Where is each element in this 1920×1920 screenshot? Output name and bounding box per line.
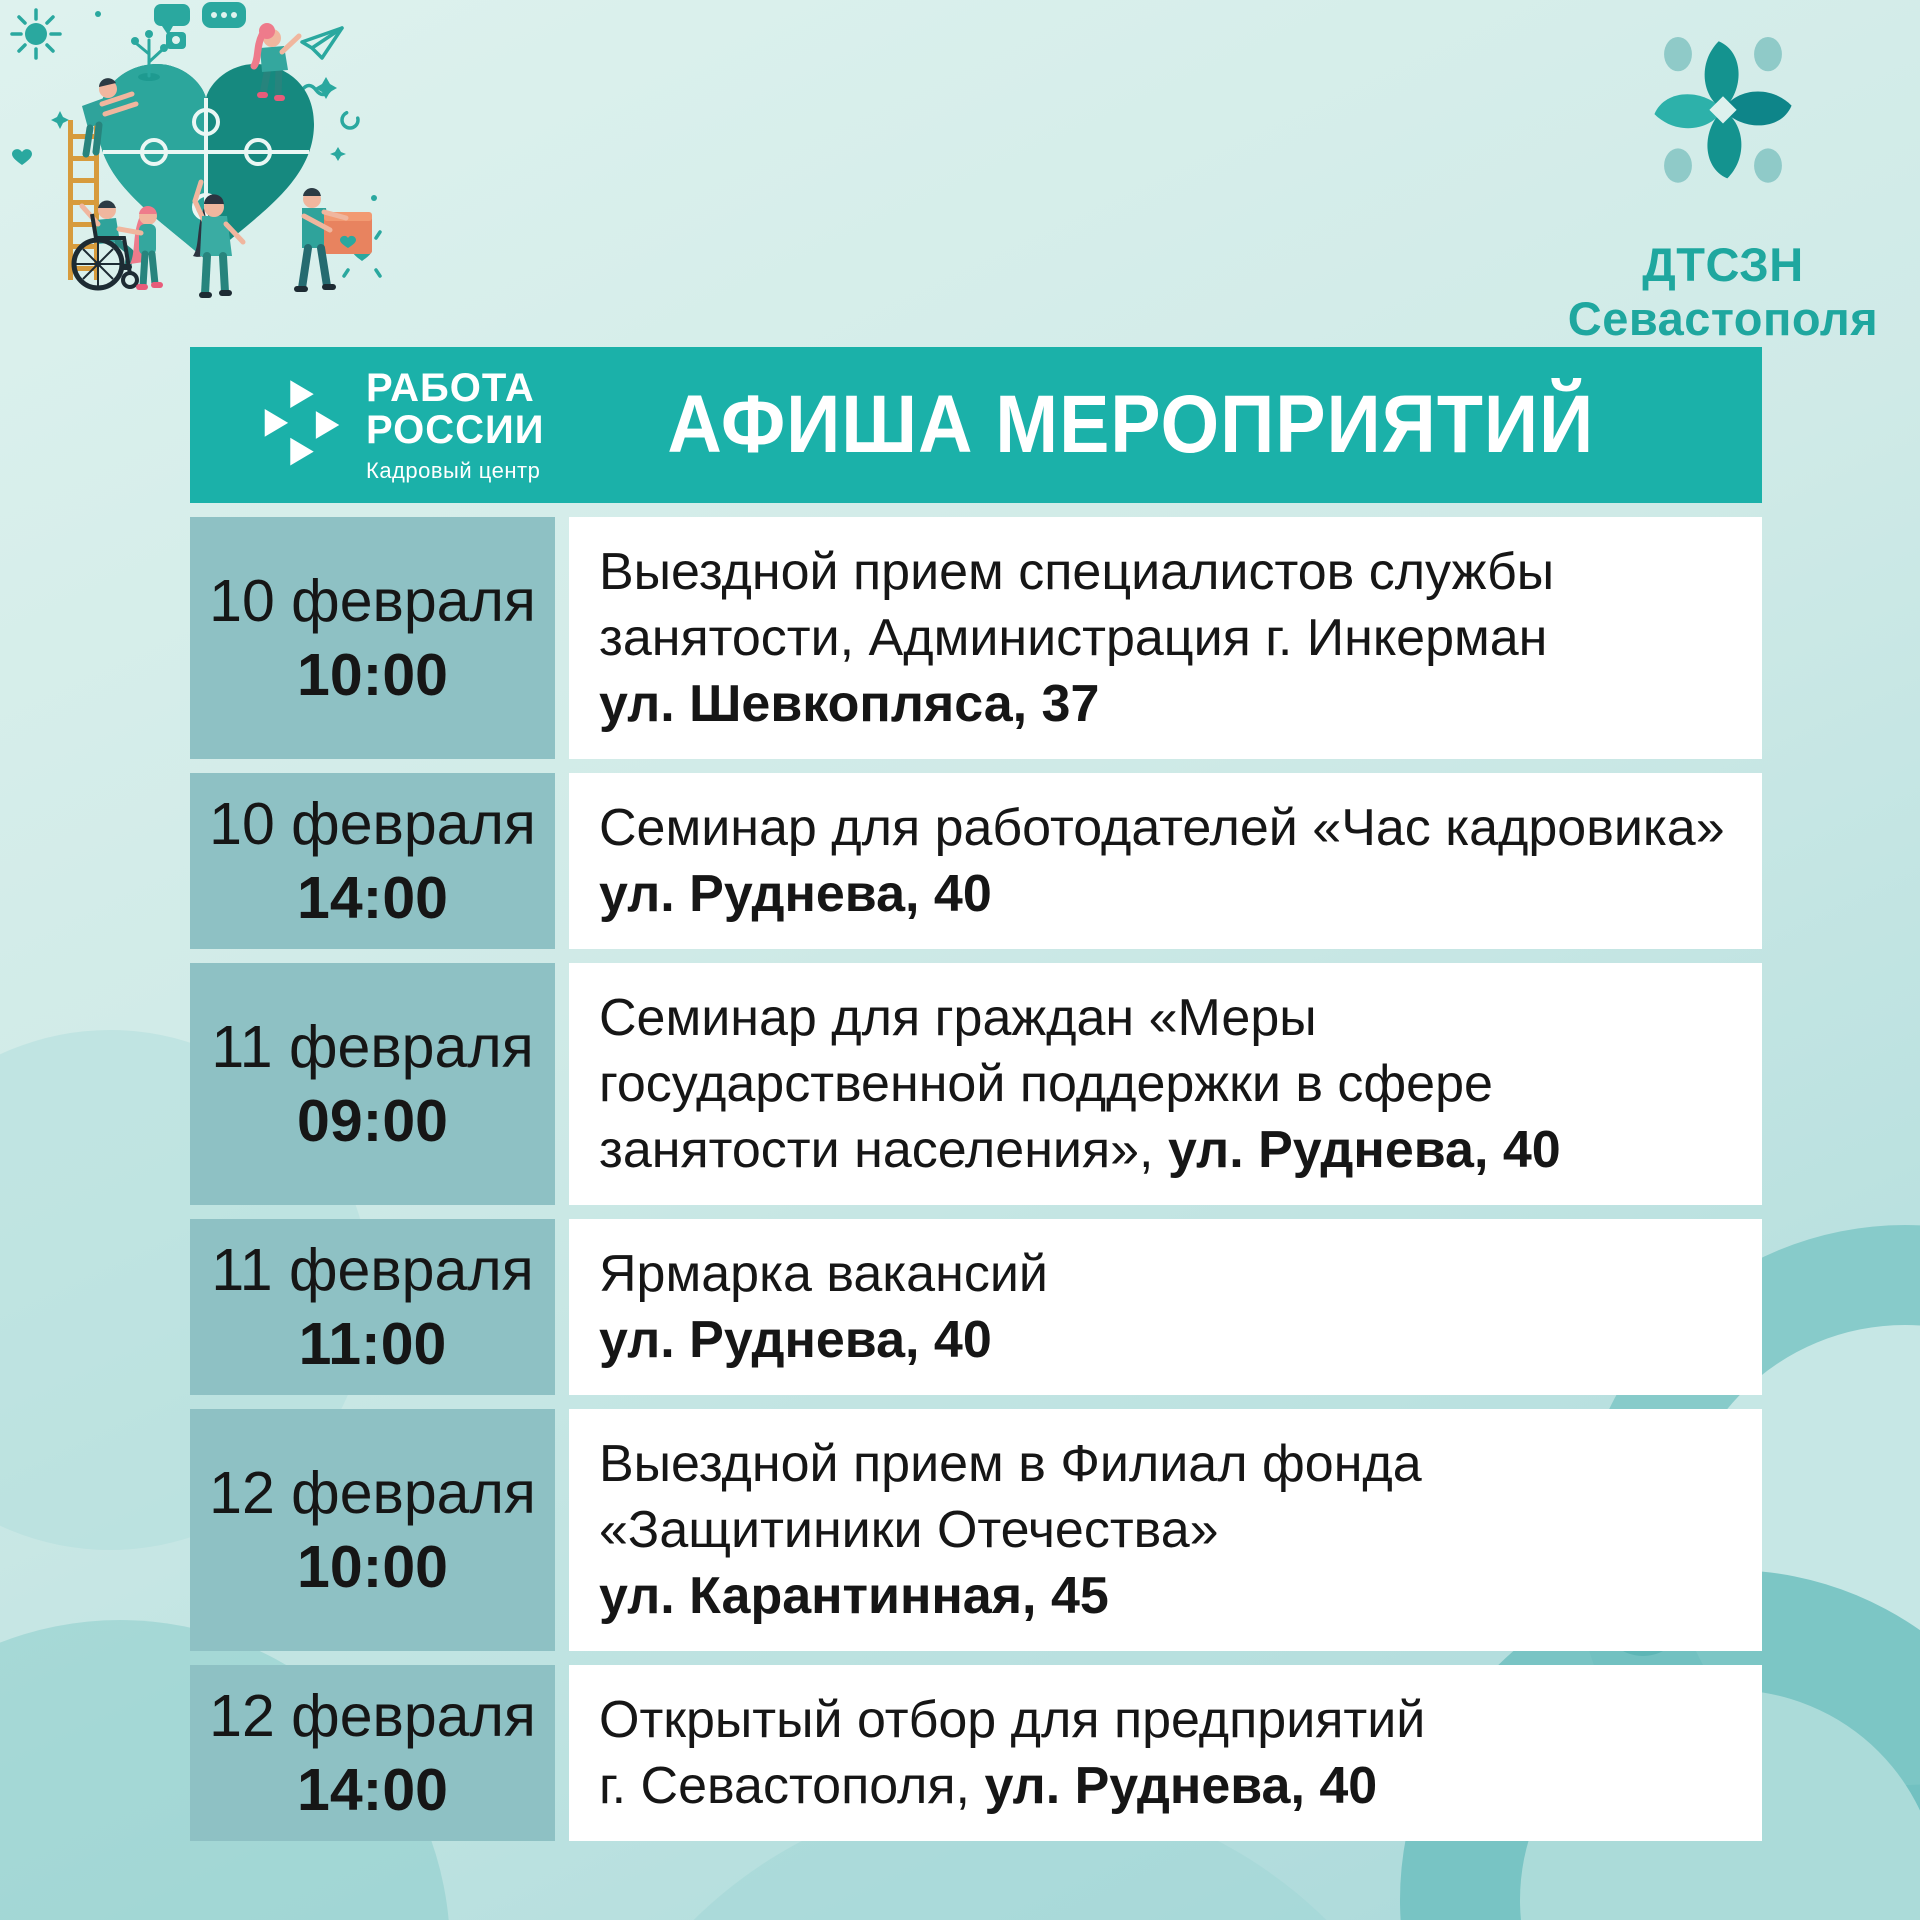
event-date: 11 февраля	[211, 1014, 534, 1080]
events	[190, 517, 1762, 1841]
event-text: Выездной прием специалистов службы	[599, 543, 1555, 601]
event-line	[599, 1687, 1742, 1753]
event-row	[190, 1409, 1762, 1651]
title-bar	[190, 347, 1762, 503]
event-row	[190, 517, 1762, 759]
event-address: ул. Карантинная, 45	[599, 1567, 1109, 1625]
event-text: Выездной прием в Филиал фонда	[599, 1435, 1422, 1493]
org-logo	[1538, 26, 1908, 346]
event-text: Ярмарка вакансий	[599, 1245, 1048, 1303]
event-date: 12 февраля	[209, 1683, 536, 1749]
event-address: ул. Шевкопляса, 37	[599, 675, 1100, 733]
event-time: 11:00	[298, 1311, 447, 1377]
event-text: г. Севастополя,	[599, 1757, 985, 1815]
event-address: ул. Руднева, 40	[599, 865, 992, 923]
event-row	[190, 1219, 1762, 1395]
event-date: 12 февраля	[209, 1460, 536, 1526]
event-date: 11 февраля	[211, 1237, 534, 1303]
event-line	[599, 605, 1742, 671]
event-row	[190, 773, 1762, 949]
event-date: 10 февраля	[209, 568, 536, 634]
event-date-cell	[190, 1219, 555, 1395]
event-row	[190, 963, 1762, 1205]
brand-line2: РОССИИ	[366, 407, 545, 452]
page-title: АФИША МЕРОПРИЯТИЙ	[666, 379, 1594, 470]
event-time: 10:00	[297, 642, 448, 708]
event-description	[569, 1219, 1762, 1395]
heart-puzzle-illustration	[6, 2, 426, 312]
event-address: ул. Руднева, 40	[984, 1757, 1378, 1815]
rabota-rossii-icon	[258, 376, 346, 474]
event-line	[599, 1051, 1742, 1117]
event-address: ул. Руднева, 40	[599, 1311, 992, 1369]
event-address: ул. Руднева, 40	[1167, 1121, 1561, 1179]
event-line	[599, 1307, 1742, 1373]
event-line	[599, 539, 1742, 605]
heart-puzzle-illustration-svg	[6, 2, 426, 312]
event-text: «Защитиники Отечества»	[599, 1501, 1219, 1559]
event-line	[599, 1117, 1742, 1183]
event-date-cell	[190, 1665, 555, 1841]
event-text: Семинар для граждан «Меры	[599, 989, 1317, 1047]
event-time: 14:00	[297, 1757, 448, 1823]
event-text: занятости населения»,	[599, 1121, 1168, 1179]
event-description	[569, 963, 1762, 1205]
wheelchair-user	[74, 200, 137, 288]
event-text: государственной поддержки в сфере	[599, 1055, 1493, 1113]
event-line	[599, 671, 1742, 737]
event-line	[599, 861, 1742, 927]
event-description	[569, 773, 1762, 949]
event-line	[599, 1563, 1742, 1629]
event-line	[599, 1431, 1742, 1497]
event-description	[569, 517, 1762, 759]
event-text: занятости, Администрация г. Инкерман	[599, 609, 1548, 667]
event-description	[569, 1665, 1762, 1841]
event-line	[599, 1497, 1742, 1563]
rabota-rossii-brand	[190, 367, 545, 484]
brand-text	[366, 367, 545, 484]
event-line	[599, 1241, 1742, 1307]
event-date-cell	[190, 963, 555, 1205]
org-name-line2: Севастополя	[1567, 292, 1879, 345]
event-line	[599, 795, 1742, 861]
event-line	[599, 985, 1742, 1051]
event-table	[190, 347, 1762, 1841]
event-date: 10 февраля	[209, 791, 536, 857]
event-row	[190, 1665, 1762, 1841]
org-name-line1: ДТСЗН	[1642, 238, 1804, 291]
org-mark-icon	[1648, 26, 1798, 198]
event-date-cell	[190, 517, 555, 759]
event-time: 14:00	[297, 865, 448, 931]
event-date-cell	[190, 1409, 555, 1651]
event-description	[569, 1409, 1762, 1651]
brand-subtitle: Кадровый центр	[366, 457, 541, 483]
event-time: 10:00	[297, 1534, 448, 1600]
brand-line1: РАБОТА	[366, 365, 535, 410]
event-text: Семинар для работодателей «Час кадровика»	[599, 799, 1725, 857]
event-date-cell	[190, 773, 555, 949]
event-text: Открытый отбор для предприятий	[599, 1691, 1426, 1749]
event-line	[599, 1753, 1742, 1819]
man-with-box	[294, 188, 372, 292]
event-time: 09:00	[297, 1088, 448, 1154]
